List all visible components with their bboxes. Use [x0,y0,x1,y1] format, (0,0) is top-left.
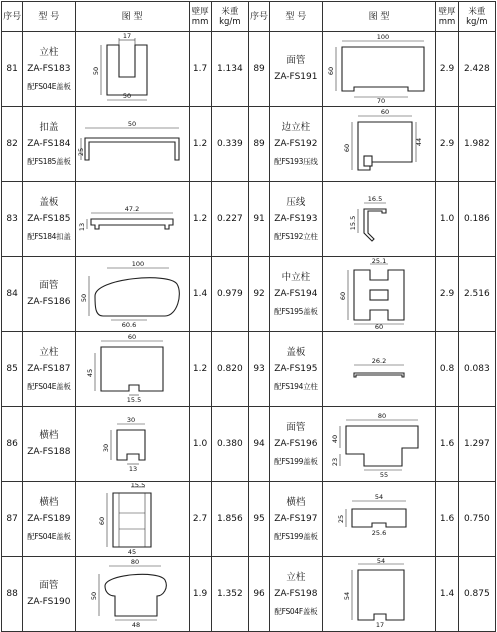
profile-drawing [77,258,187,330]
svg-text:17: 17 [122,33,132,40]
svg-text:80: 80 [130,558,140,566]
svg-text:23: 23 [331,457,339,467]
weight-per-meter: 2.516 [458,257,495,332]
wall-thickness: 1.2 [189,182,211,257]
weight-per-meter: 0.083 [458,332,495,407]
svg-text:25.1: 25.1 [371,258,387,265]
item-number: 89 [248,107,269,182]
item-number: 85 [2,332,23,407]
weight-per-meter: 1.982 [458,107,495,182]
profile-drawing-cell [322,182,436,257]
profile-code: ZA-FS198 [274,588,318,599]
weight-per-meter: 0.380 [211,407,248,482]
svg-text:60: 60 [339,291,347,301]
profile-code: ZA-FS183 [27,63,71,74]
profile-code: ZA-FS192 [274,138,318,149]
svg-text:48: 48 [131,621,141,629]
profile-match: 配FS192立柱 [274,231,318,241]
svg-text:13: 13 [128,465,138,473]
profile-name: 横档 [39,430,59,441]
svg-text:40: 40 [331,434,339,444]
svg-text:54: 54 [376,558,386,565]
header-figure: 图 型 [75,2,189,32]
profile-drawing-cell [75,557,189,632]
profile-drawing-cell [75,332,189,407]
weight-per-meter: 0.227 [211,182,248,257]
profile-match: 配FS184扣盖 [27,231,71,241]
item-number: 83 [2,182,23,257]
svg-text:80: 80 [377,412,387,420]
svg-text:15.5: 15.5 [126,396,142,404]
model-cell [23,32,75,107]
profile-name: 扣盖 [39,121,59,133]
profile-drawing [324,33,434,105]
profile-name: 面管 [39,280,59,291]
profile-drawing-cell [322,257,436,332]
table-row [2,32,496,107]
wall-thickness: 1.7 [189,32,211,107]
svg-text:50: 50 [127,120,137,128]
profile-drawing-cell [322,407,436,482]
profile-name: 边立柱 [281,121,311,133]
profile-name: 盖板 [39,196,59,208]
svg-text:17: 17 [375,621,385,629]
profile-code: ZA-FS197 [274,513,318,524]
model-cell [270,482,322,557]
wall-thickness: 2.9 [436,32,458,107]
header-row [2,2,496,32]
profile-code: ZA-FS185 [27,213,71,224]
svg-text:54: 54 [374,493,384,501]
profile-name: 压线 [286,196,306,208]
svg-text:13: 13 [78,222,87,232]
profile-code: ZA-FS193 [274,213,318,224]
item-number: 94 [248,407,269,482]
item-number: 88 [2,557,23,632]
profile-drawing [77,108,187,180]
weight-per-meter: 0.820 [211,332,248,407]
model-cell [270,182,322,257]
svg-text:30: 30 [126,416,136,424]
wall-thickness: 1.0 [436,182,458,257]
profile-code: ZA-FS196 [274,438,318,449]
item-number: 84 [2,257,23,332]
profile-name: 面管 [286,55,306,66]
profile-drawing-cell [75,257,189,332]
profile-catalog-table [1,1,496,632]
svg-text:60: 60 [343,143,351,153]
wall-thickness: 2.9 [436,107,458,182]
wall-thickness: 1.6 [436,407,458,482]
svg-text:60: 60 [380,108,390,116]
profile-drawing-cell [75,407,189,482]
table-row [2,557,496,632]
item-number: 89 [248,32,269,107]
profile-drawing [324,108,434,180]
item-number: 91 [248,182,269,257]
svg-text:50: 50 [90,591,99,601]
svg-text:26.2: 26.2 [371,357,387,365]
svg-text:60: 60 [374,323,384,330]
profile-drawing-cell [322,32,436,107]
weight-per-meter: 0.186 [458,182,495,257]
profile-drawing-cell [75,182,189,257]
profile-name: 立柱 [39,346,59,358]
profile-name: 面管 [39,580,59,591]
item-number: 82 [2,107,23,182]
model-cell [270,332,322,407]
profile-name: 横档 [286,496,306,508]
weight-per-meter: 0.339 [211,107,248,182]
profile-match: 配FS04E盖板 [27,81,71,91]
profile-drawing-cell [322,482,436,557]
profile-match: 配FS199盖板 [274,456,318,466]
svg-text:50: 50 [80,293,89,303]
profile-drawing-cell [322,107,436,182]
model-cell [23,557,75,632]
model-cell [23,407,75,482]
model-cell [270,557,322,632]
svg-text:15.5: 15.5 [349,215,357,231]
svg-text:25: 25 [77,147,86,157]
svg-text:60: 60 [327,66,335,76]
svg-text:47.2: 47.2 [124,205,140,213]
item-number: 96 [248,557,269,632]
table-row [2,107,496,182]
svg-text:54: 54 [343,591,351,601]
svg-text:25.6: 25.6 [371,529,387,537]
profile-name: 横档 [39,496,59,508]
profile-code: ZA-FS184 [27,138,71,149]
profile-code: ZA-FS186 [27,297,71,307]
weight-per-meter: 1.134 [211,32,248,107]
svg-text:15.5: 15.5 [130,483,146,489]
svg-text:30: 30 [102,443,111,453]
profile-name: 立柱 [39,46,59,58]
profile-match: 配FS199盖板 [274,531,318,541]
profile-match: 配FS195盖板 [274,306,318,316]
profile-match: 配FS04E盖板 [27,381,71,391]
weight-per-meter: 1.856 [211,482,248,557]
item-number: 86 [2,407,23,482]
svg-text:100: 100 [376,33,390,41]
item-number: 81 [2,32,23,107]
wall-thickness: 1.0 [189,407,211,482]
svg-text:60.6: 60.6 [121,321,137,329]
weight-per-meter: 1.297 [458,407,495,482]
item-number: 87 [2,482,23,557]
model-cell [270,407,322,482]
svg-text:45: 45 [127,548,137,555]
svg-text:25: 25 [337,514,345,524]
profile-drawing-cell [322,332,436,407]
profile-name: 盖板 [286,346,306,358]
header-no: 序号 [248,2,269,32]
wall-thickness: 1.4 [436,557,458,632]
svg-text:100: 100 [131,260,145,268]
wall-thickness: 1.6 [436,482,458,557]
weight-per-meter: 0.875 [458,557,495,632]
header-model: 型 号 [23,2,75,32]
model-cell [23,182,75,257]
profile-name: 中立柱 [281,271,311,283]
header-model: 型 号 [270,2,322,32]
profile-code: ZA-FS188 [27,447,71,457]
wall-thickness: 1.2 [189,332,211,407]
profile-drawing [324,333,434,405]
profile-drawing [324,183,434,255]
wall-thickness: 2.9 [436,257,458,332]
model-cell [270,107,322,182]
weight-per-meter: 1.352 [211,557,248,632]
model-cell [23,332,75,407]
profile-match: 配FS194立柱 [274,381,318,391]
table-row [2,182,496,257]
model-cell [23,107,75,182]
profile-drawing [324,408,434,480]
item-number: 95 [248,482,269,557]
svg-text:50: 50 [92,66,101,76]
profile-drawing [77,558,187,630]
profile-code: ZA-FS195 [274,363,318,374]
svg-text:60: 60 [98,516,107,526]
profile-drawing [77,33,187,105]
svg-text:50: 50 [122,92,132,100]
wall-thickness: 2.7 [189,482,211,557]
profile-drawing-cell [75,107,189,182]
profile-drawing-cell [75,32,189,107]
wall-thickness: 1.2 [189,107,211,182]
header-weight: 米重 kg/m [211,2,248,32]
profile-drawing-cell [322,557,436,632]
model-cell [23,257,75,332]
svg-text:55: 55 [379,471,389,479]
profile-code: ZA-FS191 [274,72,318,82]
model-cell [23,482,75,557]
wall-thickness: 1.4 [189,257,211,332]
header-wall: 壁厚 mm [436,2,458,32]
profile-drawing [77,483,187,555]
svg-text:44: 44 [415,137,423,147]
profile-drawing [77,333,187,405]
table-row [2,332,496,407]
profile-code: ZA-FS190 [27,597,71,607]
wall-thickness: 0.8 [436,332,458,407]
weight-per-meter: 0.979 [211,257,248,332]
profile-code: ZA-FS187 [27,363,71,374]
profile-drawing [77,408,187,480]
svg-text:60: 60 [127,333,137,341]
profile-match: 配FS04F盖板 [274,606,318,616]
profile-match: 配FS185盖板 [27,156,71,166]
table-row [2,482,496,557]
header-no: 序号 [2,2,23,32]
header-wall: 壁厚 mm [189,2,211,32]
wall-thickness: 1.9 [189,557,211,632]
svg-text:16.5: 16.5 [367,195,383,203]
item-number: 93 [248,332,269,407]
weight-per-meter: 2.428 [458,32,495,107]
profile-drawing-cell [75,482,189,557]
profile-drawing [77,183,187,255]
table-row [2,257,496,332]
item-number: 92 [248,257,269,332]
profile-name: 面管 [286,421,306,433]
table-row [2,407,496,482]
model-cell [270,32,322,107]
header-weight: 米重 kg/m [458,2,495,32]
profile-code: ZA-FS189 [27,513,71,524]
model-cell [270,257,322,332]
profile-drawing [324,558,434,630]
profile-drawing [324,258,434,330]
profile-name: 立柱 [286,571,306,583]
profile-match: 配FS04E盖板 [27,531,71,541]
svg-text:45: 45 [86,368,95,378]
weight-per-meter: 0.750 [458,482,495,557]
profile-match: 配FS193压线 [274,156,318,166]
header-figure: 图 型 [322,2,436,32]
profile-code: ZA-FS194 [274,288,318,299]
profile-drawing [324,483,434,555]
svg-text:70: 70 [376,97,386,105]
